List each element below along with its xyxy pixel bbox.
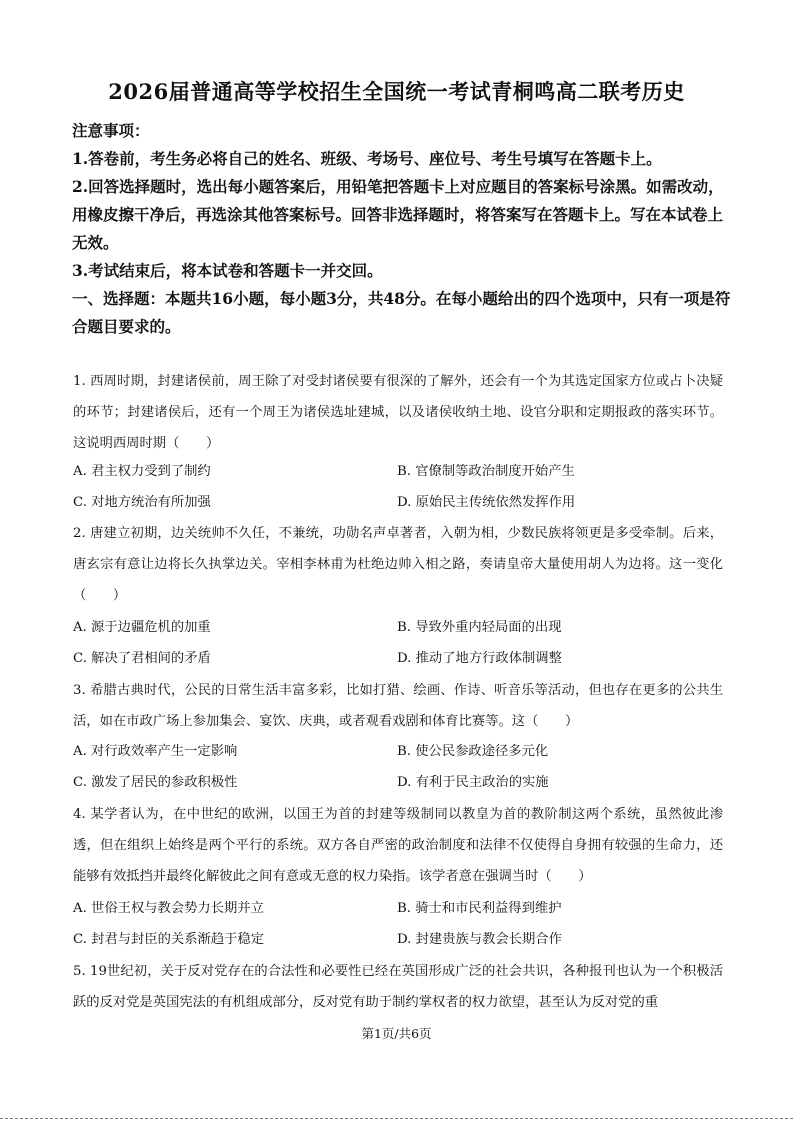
option-b: B. 导致外重内轻局面的出现 — [397, 620, 562, 635]
page-number: 第1页/共6页 — [361, 1026, 432, 1041]
question-stem: 5. 19世纪初，关于反对党存在的合法性和必要性已经在英国形成广泛的社会共识，各种报刊也认为一个积极活跃的反对党是英国宪法的有机组成部分，反对党有助于制约掌权者的权力欲望，甚至认为反对党的重 — [73, 964, 723, 1010]
option-d: D. 原始民主传统依然发挥作用 — [397, 495, 576, 510]
option-c: C. 激发了居民的参政积极性 — [73, 775, 238, 790]
option-c: C. 封君与封臣的关系渐趋于稳定 — [73, 932, 265, 947]
option-c: C. 对地方统治有所加强 — [73, 495, 211, 510]
option-a: A. 源于边疆危机的加重 — [73, 620, 211, 635]
option-a: A. 对行政效率产生一定影响 — [73, 744, 238, 759]
question-stem: 1. 西周时期，封建诸侯前，周王除了对受封诸侯要有很深的了解外，还会有一个为其选定国家方位或占卜决疑的环节；封建诸侯后，还有一个周王为诸侯选址建城，以及诸侯收纳土地、设官分职和定期报政的落实环节。这说明西周时期（ ） — [73, 374, 723, 451]
option-d: D. 封建贵族与教会长期合作 — [397, 932, 562, 947]
page-divider — [0, 1118, 793, 1120]
option-a: A. 世俗王权与教会势力长期并立 — [73, 901, 264, 916]
option-a: A. 君主权力受到了制约 — [73, 464, 211, 479]
option-d: D. 推动了地方行政体制调整 — [397, 651, 562, 666]
section-heading: 一、选择题：本题共16小题，每小题3分，共48分。在每小题给出的四个选项中，只有一项是符合题目要求的。 — [72, 289, 731, 336]
page-title: 2026届普通高等学校招生全国统一考试青桐鸣高二联考历史 — [108, 79, 685, 104]
question-1 — [73, 366, 723, 459]
notice-item: 1.答卷前，考生务必将自己的姓名、班级、考场号、座位号、考生号填写在答题卡上。 — [72, 149, 662, 168]
notice-item: 3.考试结束后，将本试卷和答题卡一并交回。 — [72, 261, 383, 280]
question-stem: 3. 希腊古典时代，公民的日常生活丰富多彩，比如打猎、绘画、作诗、听音乐等活动，但也存在更多的公共生活，如在市政广场上参加集会、宴饮、庆典，或者观看戏剧和体育比赛等。这（ ） — [73, 683, 723, 729]
question-3 — [73, 675, 723, 737]
option-b: B. 官僚制等政治制度开始产生 — [397, 464, 575, 479]
notice-block — [72, 117, 732, 341]
question-4 — [73, 799, 723, 892]
question-stem: 2. 唐建立初期，边关统帅不久任，不兼统，功勋名声卓著者，入朝为相，少数民族将领更是多受牵制。后来，唐玄宗有意让边将长久执掌边关。宰相李林甫为杜绝边帅入相之路，奏请皇帝大量使用胡人为边将。这一变化（ ） — [73, 526, 723, 603]
question-stem: 4. 某学者认为，在中世纪的欧洲，以国王为首的封建等级制同以教皇为首的教阶制这两个系统，虽然彼此渗透，但在组织上始终是两个平行的系统。双方各自严密的政治制度和法律不仅使得自身拥有较强的生命力，还能够有效抵挡并最终化解彼此之间有意或无意的权力染指。该学者意在强调当时（ ） — [73, 807, 723, 884]
option-b: B. 骑士和市民利益得到维护 — [397, 901, 562, 916]
notice-item: 2.回答选择题时，选出每小题答案后，用铅笔把答题卡上对应题目的答案标号涂黑。如需改动，用橡皮擦干净后，再选涂其他答案标号。回答非选择题时，将答案写在答题卡上。写在本试卷上无效。 — [72, 177, 724, 252]
question-2 — [73, 518, 723, 611]
question-5 — [73, 956, 723, 1018]
option-c: C. 解决了君相间的矛盾 — [73, 651, 211, 666]
option-b: B. 使公民参政途径多元化 — [397, 744, 549, 759]
notice-heading: 注意事项： — [72, 121, 150, 140]
option-d: D. 有利于民主政治的实施 — [397, 775, 549, 790]
